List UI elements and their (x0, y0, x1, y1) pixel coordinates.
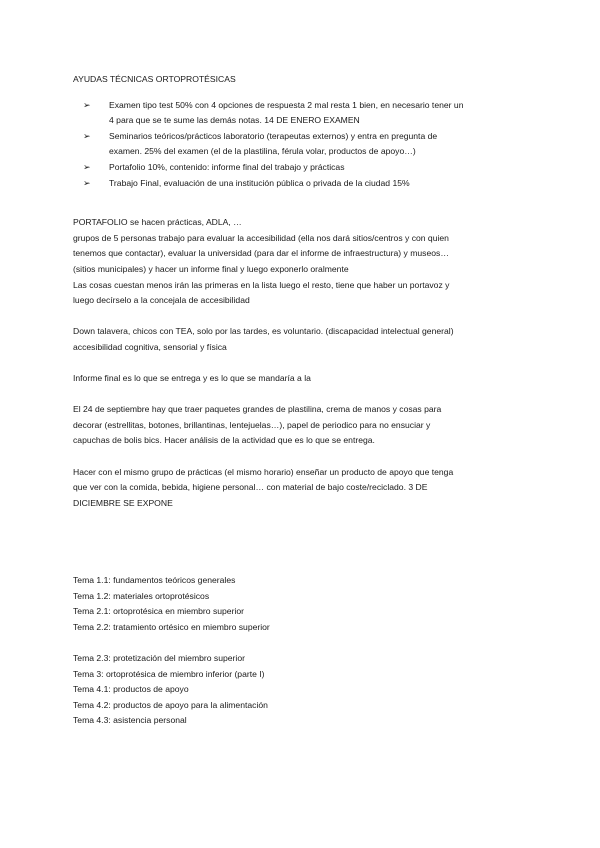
paragraph-line: DICIEMBRE SE EXPONE (73, 497, 173, 508)
evaluation-item-line: Portafolio 10%, contenido: informe final del trabajo y prácticas (109, 161, 345, 172)
paragraph-line: tenemos que contactar), evaluar la universidad (para dar el informe de infraestructura) y museos… (73, 248, 449, 259)
topic-item: Tema 2.3: protetización del miembro superior (73, 653, 245, 663)
paragraph-line: Las cosas cuestan menos irán las primeras en la lista luego el resto, tiene que haber un portavoz y (73, 279, 450, 290)
topic-item: Tema 3: ortoprotésica de miembro inferior (parte I) (73, 668, 265, 679)
paragraph-line: capuchas de bolis bics. Hacer análisis de la actividad que es lo que se entrega. (73, 435, 375, 446)
practicas-paragraph (73, 465, 533, 512)
paragraph-line: (sitios municipales) y hacer un informe final y luego exponerlo oralmente (73, 263, 349, 274)
topic-item: Tema 2.1: ortoprotésica en miembro superior (73, 606, 244, 617)
document-title: AYUDAS TÉCNICAS ORTOPROTÉSICAS (73, 74, 236, 84)
arrow-bullet-icon: ➢ (83, 177, 91, 188)
arrow-bullet-icon: ➢ (83, 161, 91, 172)
paragraph-line: El 24 de septiembre hay que traer paquetes grandes de plastilina, crema de manos y cosas para (73, 404, 442, 415)
topic-item: Tema 4.3: asistencia personal (73, 715, 187, 726)
evaluation-item (83, 98, 533, 129)
paragraph-line: PORTAFOLIO se hacen prácticas, ADLA, … (73, 217, 242, 228)
topic-item: Tema 1.1: fundamentos teóricos generales (73, 575, 236, 586)
septiembre-paragraph (73, 402, 533, 449)
evaluation-item-line: Seminarios teóricos/prácticos laboratorio (terapeutas externos) y entra en pregunta de (109, 130, 438, 141)
evaluation-item (83, 160, 533, 176)
evaluation-item (83, 176, 533, 192)
down-paragraph (73, 324, 533, 355)
paragraph-line: Informe final es lo que se entrega y es lo que se mandaría a la (73, 373, 311, 384)
topic-item: Tema 2.2: tratamiento ortésico en miembro superior (73, 621, 270, 632)
topic-item: Tema 4.2: productos de apoyo para la alimentación (73, 699, 268, 710)
paragraph-line: grupos de 5 personas trabajo para evaluar la accesibilidad (ella nos dará sitios/centros y con quien (73, 232, 449, 243)
paragraph-line: que ver con la comida, bebida, higiene personal… con material de bajo coste/reciclado. 3 DE (73, 482, 428, 493)
evaluation-item-line: Trabajo Final, evaluación de una institución pública o privada de la ciudad 15% (109, 177, 410, 188)
evaluation-item-line: 4 para que se te sume las demás notas. 14 DE ENERO EXAMEN (109, 115, 360, 126)
topic-item: Tema 1.2: materiales ortoprotésicos (73, 590, 210, 601)
topic-spacer (73, 635, 533, 651)
evaluation-item-line: Examen tipo test 50% con 4 opciones de respuesta 2 mal resta 1 bien, en necesario tener un (109, 99, 464, 110)
informe-paragraph (73, 371, 533, 387)
evaluation-item-line: examen. 25% del examen (el de la plastilina, férula volar, productos de apoyo…) (109, 146, 416, 157)
paragraph-line: decorar (estrellitas, botones, brillantinas, lentejuelas…), papel de periodico para no ensuciar y (73, 419, 431, 430)
document-body (73, 72, 533, 729)
paragraph-line: luego decírselo a la concejala de accesibilidad (73, 295, 250, 306)
evaluation-item (83, 129, 533, 160)
topic-list (73, 573, 533, 729)
paragraph-line: Hacer con el mismo grupo de prácticas (el mismo horario) enseñar un producto de apoyo que tenga (73, 466, 454, 477)
paragraph-line: Down talavera, chicos con TEA, solo por las tardes, es voluntario. (discapacidad intelectual general) (73, 326, 454, 337)
portafolio-paragraph (73, 215, 533, 309)
topic-item: Tema 4.1: productos de apoyo (73, 684, 189, 695)
paragraph-line: accesibilidad cognitiva, sensorial y física (73, 341, 227, 352)
blank-space (73, 527, 533, 573)
arrow-bullet-icon: ➢ (83, 130, 91, 141)
arrow-bullet-icon: ➢ (83, 99, 91, 110)
evaluation-list (73, 98, 533, 192)
